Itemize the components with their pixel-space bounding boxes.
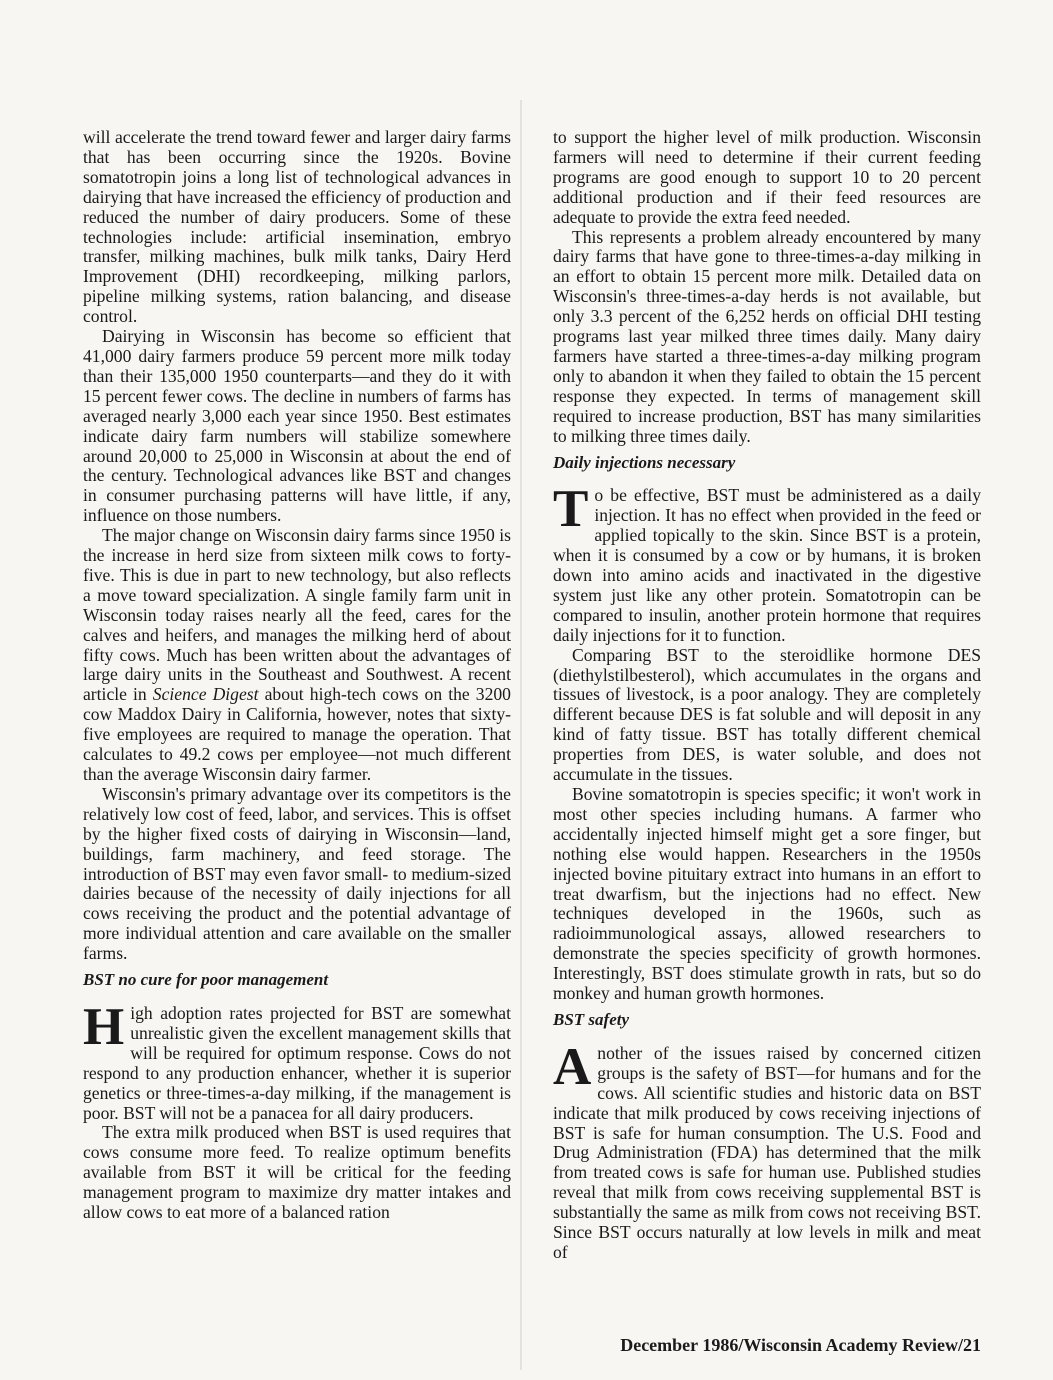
section-heading: BST no cure for poor management: [83, 970, 329, 990]
paragraph: Another of the issues raised by concerned citizen groups is the safety of BST—for humans and for the cows. All scientific studies and historic data on BST indicate that milk produced by cows receiving injections of BST is safe for human consumption. The U.S. Food and Drug Administration (FDA) has determined that the milk from treated cows is safe for human use. Published studies reveal that milk from cows receiving supplemental BST is substantially the same as milk from cows not receiving BST. Since BST occurs naturally at low levels in milk and meat of: [553, 1037, 981, 1262]
paragraph: The major change on Wisconsin dairy farms since 1950 is the increase in herd size from sixteen milk cows to forty-five. This is due in part to new technology, but also reflects a move toward specialization. A single family farm unit in Wisconsin today raises nearly all the feed, cares for the calves and heifers, and manages the milking herd of about fifty cows. Much has been written about the advantages of large dairy units in the Southeast and Southwest. A recent article in Science Digest about high-tech cows on the 3200 cow Maddox Dairy in California, however, notes that sixty-five employees are required to manage the operation. That calculates to 49.2 cows per employee—not much different than the average Wisconsin dairy farmer.: [83, 525, 511, 784]
paragraph: Bovine somatotropin is species specific; it won't work in most other species including humans. A farmer who accidentally injected himself might get a sore finger, but nothing else would happen. Researchers in the 1950s injected bovine pituitary extract into humans in an effort to treat dwarfism, but the injections had no effect. New techniques developed in the 1960s, such as radioimmunological assays, allowed researchers to demonstrate the species specificity of growth hormones. Interestingly, BST does stimulate growth in rats, but so do monkey and human growth hormones.: [553, 784, 981, 1004]
paragraph: To be effective, BST must be administered as a daily injection. It has no effect when provided in the feed or applied topically to the skin. Since BST is a protein, when it is consumed by a cow or by humans, it is broken down into amino acids and inactivated in the digestive system just like any other protein. Somatotropin can be compared to insulin, another protein hormone that requires daily injections for it to function.: [553, 480, 981, 645]
paragraph: Dairying in Wisconsin has become so efficient that 41,000 dairy farmers produce 59 percent more milk today than their 135,000 1950 counterparts—and they do it with 15 percent fewer cows. The decline in numbers of farms has averaged nearly 3,000 each year since 1950. Best estimates indicate dairy farm numbers will stabilize somewhere around 20,000 to 25,000 in Wisconsin at about the end of the century. Technological advances like BST and changes in consumer purchasing patterns will have little, if any, influence on those numbers.: [83, 326, 511, 526]
drop-cap: H: [83, 997, 125, 1056]
left-column: [83, 128, 511, 1223]
paragraph: High adoption rates projected for BST are somewhat unrealistic given the excellent management skills that will be required for optimum response. Cows do not respond to any production enhancer, whether it is superior genetics or three-times-a-day milking, if the management is poor. BST will not be a panacea for all dairy producers.: [83, 997, 511, 1123]
right-column: [553, 128, 981, 1263]
section-heading: Daily injections necessary: [553, 452, 736, 472]
page-fold-shadow: [520, 100, 522, 1370]
section-heading: BST safety: [553, 1009, 630, 1029]
drop-cap: T: [553, 480, 589, 539]
paragraph: The extra milk produced when BST is used requires that cows consume more feed. To realize optimum benefits available from BST it will be critical for the feeding management program to maximize dry matter intakes and allow cows to eat more of a balanced ration: [83, 1122, 511, 1223]
paragraph: This represents a problem already encountered by many dairy farms that have gone to three-times-a-day milking in an effort to obtain 15 percent more milk. Detailed data on Wisconsin's three-times-a-day herds is not available, but only 3.3 percent of the 6,252 herds on official DHI testing programs last year milked three times daily. Many dairy farmers have started a three-times-a-day milking program only to abandon it when they failed to obtain the 15 percent response they expected. In terms of management skill required to increase production, BST has many similarities to milking three times daily.: [553, 226, 981, 446]
publication-title: Science Digest: [152, 684, 259, 705]
drop-cap: A: [553, 1037, 592, 1096]
paragraph: to support the higher level of milk production. Wisconsin farmers will need to determine if their current feeding programs are good enough to support 10 to 20 percent additional production and if their feed resources are adequate to provide the extra feed needed.: [553, 127, 981, 227]
paragraph: will accelerate the trend toward fewer and larger dairy farms that has been occurring since the 1920s. Bovine somatotropin joins a long list of technological advances in dairying that have increased the efficiency of production and reduced the number of dairy producers. Some of these technologies include: artificial insemination, embryo transfer, milking machines, bulk milk tanks, Dairy Herd Improvement (DHI) recordkeeping, milking parlors, pipeline milking systems, ration balancing, and disease control.: [83, 127, 511, 327]
paragraph: Comparing BST to the steroidlike hormone DES (diethylstilbesterol), which accumulates in the organs and tissues of livestock, is a poor analogy. They are completely different because DES is fat soluble and will deposit in any kind of fatty tissue. BST has totally different chemical properties from DES, is water soluble, and does not accumulate in the tissues.: [553, 644, 981, 785]
page-footer: December 1986/Wisconsin Academy Review/21: [620, 1335, 981, 1355]
paragraph: Wisconsin's primary advantage over its competitors is the relatively low cost of feed, labor, and services. This is offset by the higher fixed costs of dairying in Wisconsin—land, buildings, farm machinery, and feed storage. The introduction of BST may even favor small- to medium-sized dairies because of the necessity of daily injections for all cows receiving the product and the potential advantage of more individual attention and care available on the smaller farms.: [83, 783, 511, 964]
